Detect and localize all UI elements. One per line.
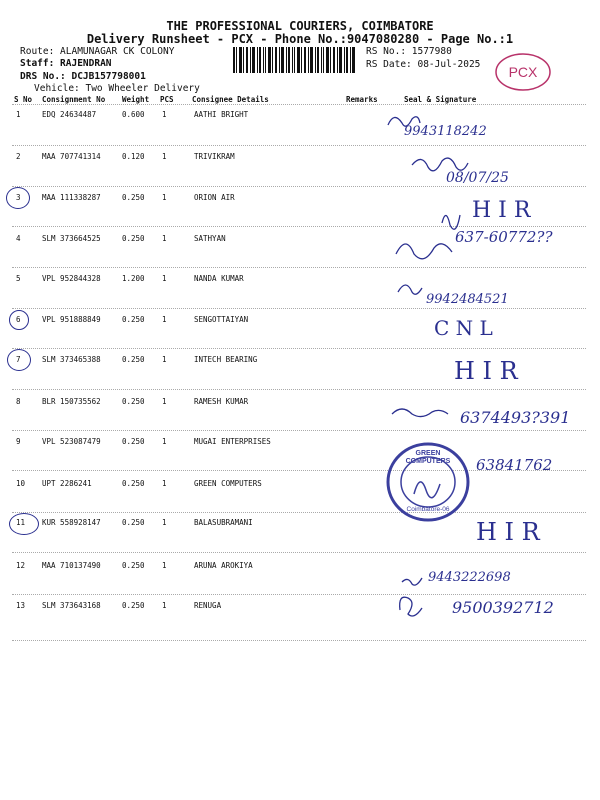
handwritten-phone-row5: 9942484521 xyxy=(426,292,509,307)
rs-number: RS No.: 1577980 xyxy=(366,46,452,57)
cell-weight: 0.600 xyxy=(122,110,145,119)
handwritten-cnl-row6: C N L xyxy=(434,316,493,340)
cell-consignment: SLM 373664525 xyxy=(42,234,101,243)
cell-pcs: 1 xyxy=(162,110,167,119)
cell-consignee: AATHI BRIGHT xyxy=(194,110,249,119)
col-consignee: Consignee Details xyxy=(192,95,269,104)
cell-consignment: SLM 373643168 xyxy=(42,601,101,610)
col-weight: Weight xyxy=(122,95,150,104)
cell-sno: 11 xyxy=(16,518,26,527)
route-label: Route: ALAMUNAGAR CK COLONY xyxy=(20,46,175,57)
cell-weight: 0.250 xyxy=(122,479,145,488)
cell-consignment: BLR 150735562 xyxy=(42,397,101,406)
cell-consignee: RAMESH KUMAR xyxy=(194,397,249,406)
cell-consignment: MAA 710137490 xyxy=(42,561,101,570)
cell-consignment: KUR 558928147 xyxy=(42,518,101,527)
handwritten-hir-row7: H I R xyxy=(454,357,518,385)
cell-sno: 7 xyxy=(16,355,21,364)
seal-bottom-text: Coimbatore-06 xyxy=(406,506,450,513)
handwritten-phone-row12: 9443222698 xyxy=(428,570,511,585)
cell-weight: 0.120 xyxy=(122,152,145,161)
cell-consignment: SLM 373465388 xyxy=(42,355,101,364)
handwritten-phone-row4: 637-60772?? xyxy=(455,228,553,246)
cell-consignee: INTECH BEARING xyxy=(194,355,258,364)
cell-consignee: GREEN COMPUTERS xyxy=(194,479,262,488)
cell-consignee: RENUGA xyxy=(194,601,222,610)
cell-consignee: ORION AIR xyxy=(194,193,235,202)
cell-consignment: EDQ 24634487 xyxy=(42,110,97,119)
cell-sno: 5 xyxy=(16,274,21,283)
cell-sno: 10 xyxy=(16,479,26,488)
cell-pcs: 1 xyxy=(162,518,167,527)
drs-label: DRS No.: DCJB157798001 xyxy=(20,71,146,82)
handwritten-date-row2: 08/07/25 xyxy=(446,170,509,186)
handwritten-phone-row1: 9943118242 xyxy=(404,124,487,139)
cell-consignment: VPL 951888849 xyxy=(42,315,101,324)
cell-consignee: BALASUBRAMANI xyxy=(194,518,253,527)
handwritten-phone-row9: 63841762 xyxy=(476,456,553,474)
cell-consignment: MAA 111338287 xyxy=(42,193,101,202)
cell-consignee: MUGAI ENTERPRISES xyxy=(194,437,271,446)
cell-weight: 0.250 xyxy=(122,355,145,364)
cell-weight: 0.250 xyxy=(122,193,145,202)
cell-weight: 0.250 xyxy=(122,601,145,610)
handwritten-hir-row3: H I R xyxy=(472,198,531,223)
cell-consignee: ARUNA AROKIYA xyxy=(194,561,253,570)
cell-sno: 3 xyxy=(16,193,21,202)
cell-pcs: 1 xyxy=(162,193,167,202)
cell-consignment: UPT 2286241 xyxy=(42,479,92,488)
pcx-stamp-text: PCX xyxy=(508,64,538,80)
cell-consignee: TRIVIKRAM xyxy=(194,152,235,161)
cell-weight: 0.250 xyxy=(122,315,145,324)
cell-pcs: 1 xyxy=(162,601,167,610)
col-remarks: Remarks xyxy=(346,95,378,104)
cell-pcs: 1 xyxy=(162,234,167,243)
cell-consignee: SENGOTTAIYAN xyxy=(194,315,249,324)
cell-weight: 0.250 xyxy=(122,561,145,570)
cell-consignment: MAA 707741314 xyxy=(42,152,101,161)
rs-date: RS Date: 08-Jul-2025 xyxy=(366,59,481,70)
cell-pcs: 1 xyxy=(162,479,167,488)
cell-consignment: VPL 523087479 xyxy=(42,437,101,446)
handwritten-phone-row8: 6374493?391 xyxy=(460,408,571,427)
cell-sno: 12 xyxy=(16,561,26,570)
cell-pcs: 1 xyxy=(162,561,167,570)
cell-pcs: 1 xyxy=(162,152,167,161)
runsheet-subtitle: Delivery Runsheet - PCX - Phone No.:9047080280 - Page No.:1 xyxy=(86,32,514,46)
col-seal: Seal & Signature xyxy=(404,95,477,104)
cell-pcs: 1 xyxy=(162,274,167,283)
cell-consignee: SATHYAN xyxy=(194,234,226,243)
cell-consignee: NANDA KUMAR xyxy=(194,274,244,283)
company-title: THE PROFESSIONAL COURIERS, COIMBATORE xyxy=(166,19,434,33)
vehicle-label: Vehicle: Two Wheeler Delivery xyxy=(34,83,200,94)
cell-sno: 4 xyxy=(16,234,21,243)
cell-sno: 13 xyxy=(16,601,26,610)
cell-weight: 0.250 xyxy=(122,397,145,406)
cell-sno: 1 xyxy=(16,110,21,119)
cell-sno: 2 xyxy=(16,152,21,161)
cell-sno: 8 xyxy=(16,397,21,406)
handwritten-phone-row13: 9500392712 xyxy=(452,598,554,617)
cell-sno: 9 xyxy=(16,437,21,446)
cell-consignment: VPL 952844328 xyxy=(42,274,101,283)
cell-weight: 0.250 xyxy=(122,437,145,446)
cell-pcs: 1 xyxy=(162,437,167,446)
cell-pcs: 1 xyxy=(162,355,167,364)
handwritten-hir-row11: H I R xyxy=(476,518,540,546)
col-sno: S No xyxy=(14,95,33,104)
cell-weight: 1.200 xyxy=(122,274,145,283)
col-pcs: PCS xyxy=(160,95,174,104)
cell-sno: 6 xyxy=(16,315,21,324)
col-consignment: Consignment No xyxy=(42,95,106,104)
staff-label: Staff: RAJENDRAN xyxy=(20,58,112,69)
cell-weight: 0.250 xyxy=(122,234,145,243)
green-computers-seal xyxy=(384,440,472,524)
cell-pcs: 1 xyxy=(162,315,167,324)
cell-weight: 0.250 xyxy=(122,518,145,527)
seal-top-text: GREEN COMPUTERS xyxy=(405,450,451,465)
cell-pcs: 1 xyxy=(162,397,167,406)
